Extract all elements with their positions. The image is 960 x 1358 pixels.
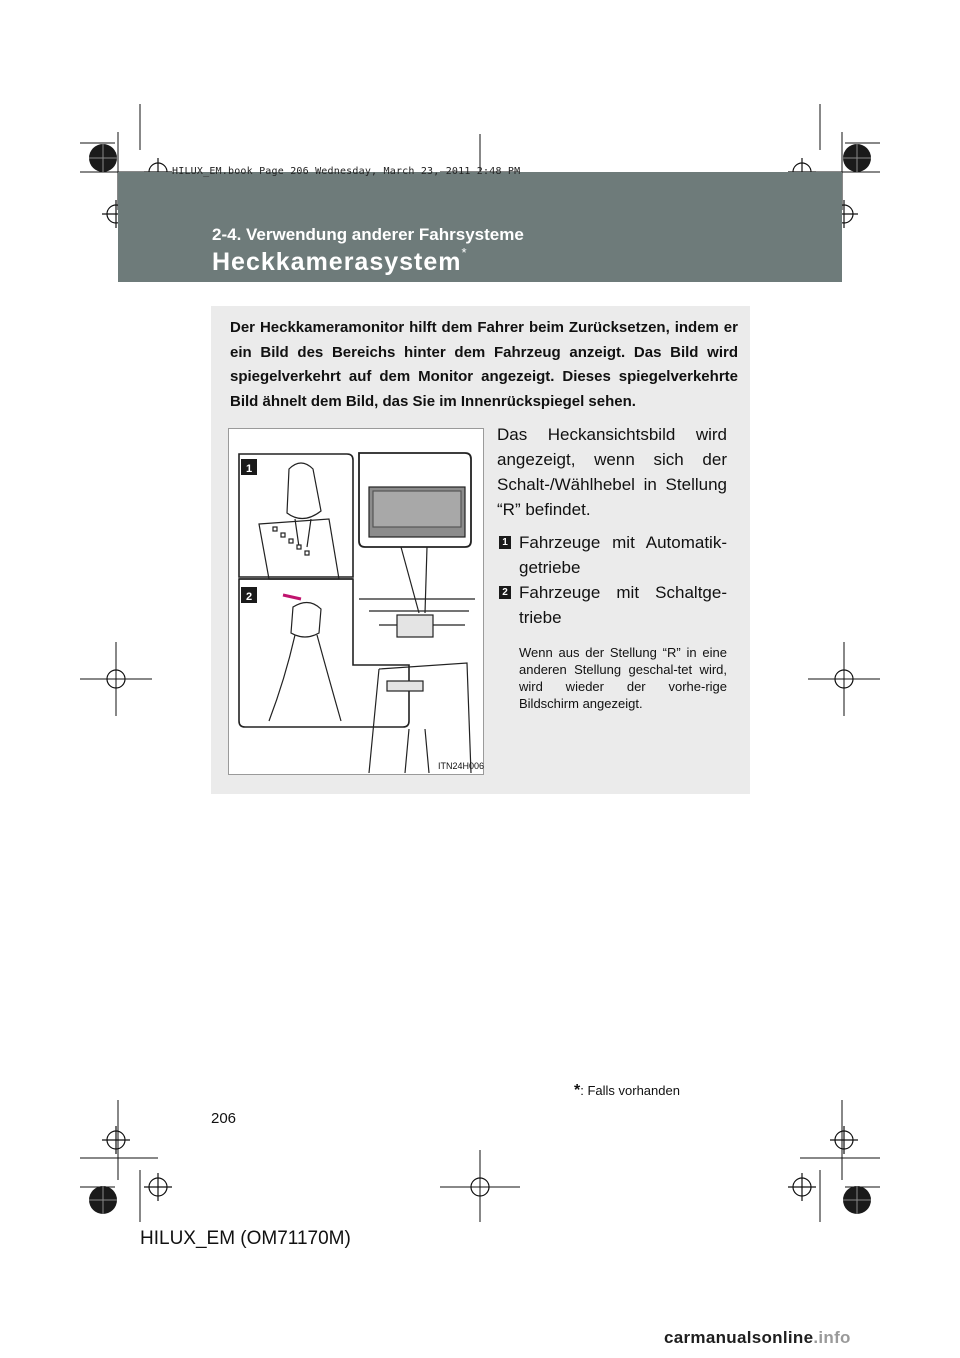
list-item — [497, 530, 727, 580]
page-title — [212, 244, 468, 277]
page-title-text: Heckkamerasystem — [212, 248, 462, 276]
footnote — [574, 1082, 680, 1100]
footnote-text: : Falls vorhanden — [580, 1083, 680, 1098]
intro-text: Der Heckkameramonitor hilft dem Fahrer beim Zurücksetzen, indem er ein Bild des Bereichs hinter dem Fahrzeug anzeigt. Das Bild wird spiegelverkehrt auf dem Monitor angezeigt. Dieses spiegelverkehrte Bild ähnelt dem Bild, das Sie im Innenrückspiegel sehen. — [230, 319, 738, 410]
note-text: Wenn aus der Stellung “R” in eine anderen Stellung geschal-tet wird, wird wieder der vorhe-rige Bildschirm angezeigt. — [519, 645, 727, 711]
watermark-main: carmanualsonline — [664, 1328, 814, 1347]
watermark-suffix: .info — [813, 1328, 851, 1347]
list-item-badge: 2 — [499, 586, 511, 599]
gear-lever-camera-illustration — [229, 429, 483, 774]
footnote-asterisk: * — [574, 1082, 581, 1099]
watermark — [664, 1328, 851, 1348]
list-item — [497, 580, 727, 630]
model-code: HILUX_EM (OM71170M) — [140, 1228, 351, 1249]
print-info: HILUX_EM.book Page 206 Wednesday, March 23, 2011 2:48 PM — [172, 166, 521, 177]
section-heading: 2-4. Verwendung anderer Fahrsysteme — [212, 225, 524, 244]
list-item-text: Fahrzeuge mit Schaltge-triebe — [519, 583, 727, 627]
list-item-badge: 1 — [499, 536, 511, 549]
title-asterisk: * — [461, 244, 468, 260]
figure-code: ITN24H006 — [438, 761, 485, 771]
illustration — [228, 428, 484, 775]
list-item-text: Fahrzeuge mit Automatik-getriebe — [519, 533, 727, 577]
page-number: 206 — [211, 1110, 237, 1127]
body-paragraph: Das Heckansichtsbild wird angezeigt, wenn sich der Schalt-/Wählhebel in Stellung “R” befindet. — [497, 425, 727, 519]
figure-badge-2: 2 — [245, 591, 253, 603]
figure-badge-1: 1 — [245, 463, 253, 475]
figure-badges — [241, 459, 257, 603]
body-text — [497, 422, 727, 712]
